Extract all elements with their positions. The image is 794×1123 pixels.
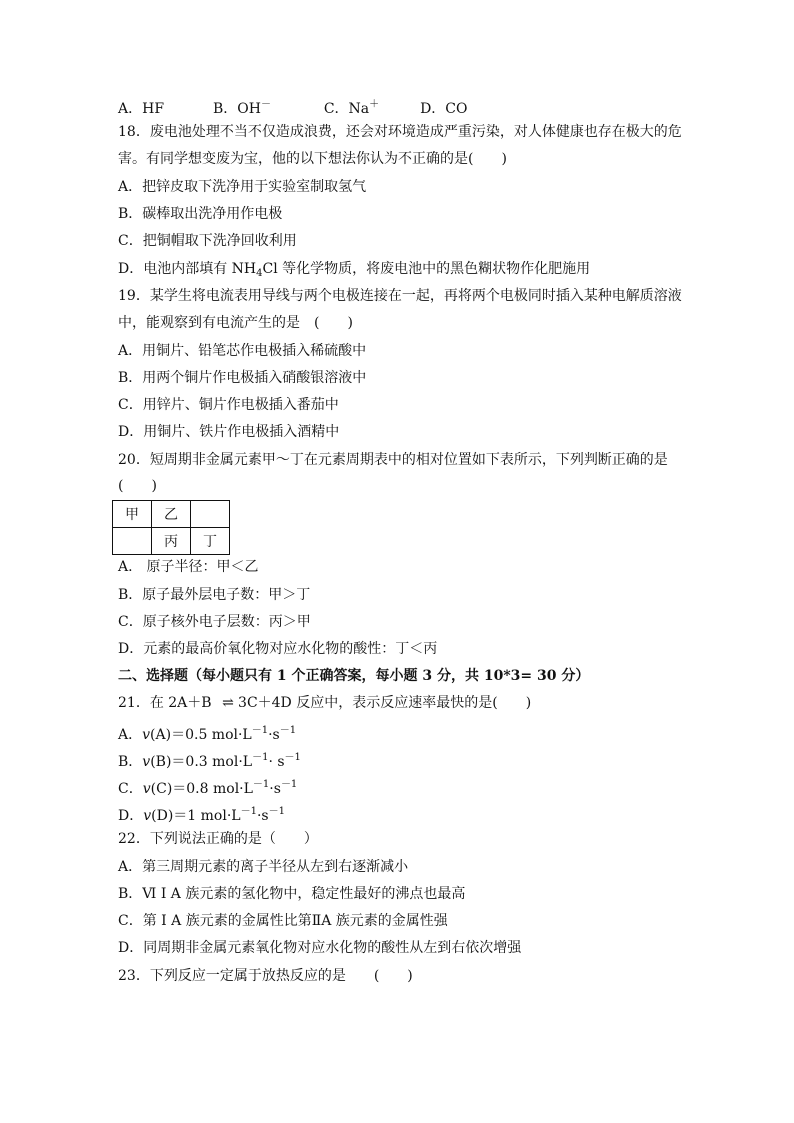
table-row: [113, 501, 230, 528]
q21-option-b: B．v(B)＝0.3 $mol\cdot L^{-1}\cdot s^{-1}$: [118, 752, 301, 770]
q21-option-d: D．v(D)＝1 $mol\cdot L^{-1}\cdot s^{-1}$: [118, 806, 285, 824]
q18-option-c: C．把铜帽取下洗净回收利用: [118, 233, 297, 249]
q18-stem-line2: 害。有同学想变废为宝，他的以下想法你认为不正确的是( ): [118, 151, 507, 167]
q22-stem: 22．下列说法正确的是（ ）: [118, 831, 318, 847]
q22-option-c: C．第 I A 族元素的金属性比第ⅡA 族元素的金属性强: [118, 913, 448, 929]
q19-option-a: A．用铜片、铅笔芯作电极插入稀硫酸中: [118, 343, 367, 359]
q20-option-b: B．原子最外层电子数：甲＞丁: [118, 587, 311, 603]
table-cell: [113, 528, 152, 555]
table-cell: 甲: [113, 501, 152, 528]
q21-option-a: A．v(A)＝0.5 $mol\cdot L^{-1}\cdot s^{-1}$: [118, 725, 297, 743]
q18-option-b: B．碳棒取出洗净用作电极: [118, 206, 283, 222]
q19-option-d: D．用铜片、铁片作电极插入酒精中: [118, 424, 340, 440]
section-heading: 二、选择题（每小题只有 1 个正确答案，每小题 3 分，共 10*3= 30 分）: [118, 668, 590, 684]
q20-stem-line1: 20．短周期非金属元素甲～丁在元素周期表中的相对位置如下表所示，下列判断正确的是: [118, 452, 668, 468]
equilibrium-arrow-icon: ⇌: [222, 695, 232, 711]
q22-option-b: B．Ⅵ I A 族元素的氢化物中，稳定性最好的沸点也最高: [118, 886, 466, 902]
q19-stem-line1: 19．某学生将电流表用导线与两个电极连接在一起，再将两个电极同时插入某种电解质溶液: [118, 288, 682, 304]
q22-option-d: D．同周期非金属元素氧化物对应水化物的酸性从左到右依次增强: [118, 940, 522, 956]
q18-stem-line1: 18．废电池处理不当不仅造成浪费，还会对环境造成严重污染，对人体健康也存在极大的危: [118, 124, 682, 140]
q20-stem-line2: ( ): [118, 478, 157, 494]
q22-option-a: A．第三周期元素的离子半径从左到右逐渐减小: [118, 859, 409, 875]
periodic-position-table: [112, 500, 230, 555]
table-cell: [191, 501, 230, 528]
q20-option-c: C．原子核外电子层数：丙＞甲: [118, 614, 311, 630]
table-cell: 乙: [152, 501, 191, 528]
q21-option-c: C．v(C)＝0.8 $mol\cdot L^{-1}\cdot s^{-1}$: [118, 779, 298, 797]
q17-options: [118, 95, 467, 119]
table-row: [113, 528, 230, 555]
q17-option-c: C．Na＋: [323, 99, 380, 117]
q17-option-b: B．OH－: [212, 99, 271, 117]
table-cell: 丙: [152, 528, 191, 555]
q21-stem: 21．在 2A＋B ⇌ 3C＋4D 反应中，表示反应速率最快的是( ): [118, 695, 532, 711]
q19-stem-line2: 中，能观察到有电流产生的是 ( ): [118, 315, 353, 331]
q23-stem: 23．下列反应一定属于放热反应的是 ( ): [118, 968, 413, 984]
q18-option-a: A．把锌皮取下洗净用于实验室制取氢气: [118, 179, 367, 195]
table-cell: 丁: [191, 528, 230, 555]
q17-option-d: D．CO: [420, 101, 468, 117]
q20-option-d: D．元素的最高价氧化物对应水化物的酸性：丁＜丙: [118, 641, 438, 657]
q19-option-b: B．用两个铜片作电极插入硝酸银溶液中: [118, 370, 367, 386]
q17-option-a: A．HF: [118, 101, 165, 117]
q20-option-a: A. 原子半径：甲＜乙: [118, 559, 259, 575]
q19-option-c: C．用锌片、铜片作电极插入番茄中: [118, 397, 339, 413]
q18-option-d: D．电池内部填有 $NH_4Cl$ 等化学物质，将废电池中的黑色糊状物作化肥施用: [118, 261, 591, 279]
